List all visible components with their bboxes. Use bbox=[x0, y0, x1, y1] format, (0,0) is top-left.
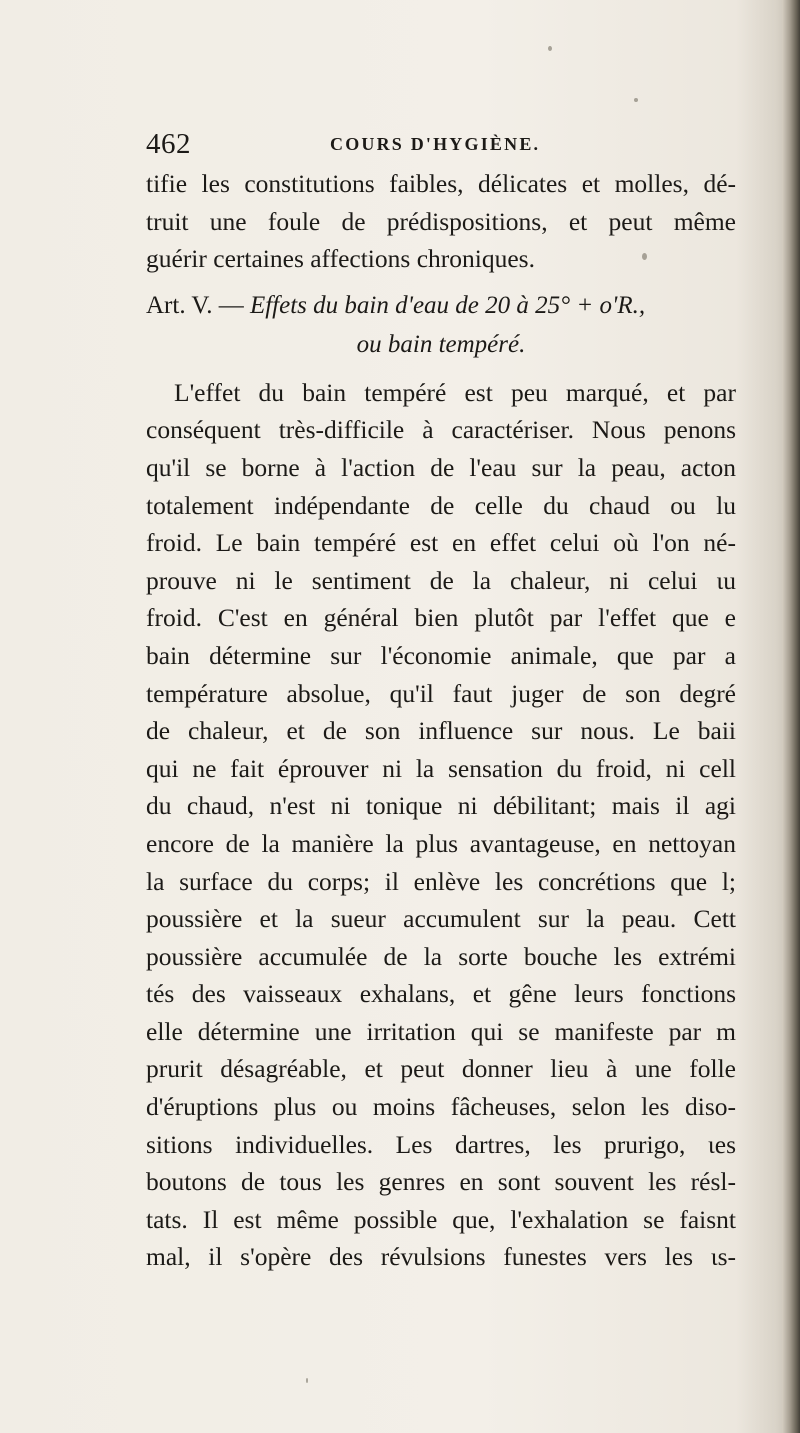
text-line: poussière accumulée de la sorte bouche les extrémi bbox=[146, 941, 736, 971]
article-title: Effets du bain d'eau de 20 à 25° + o'R., bbox=[249, 291, 646, 319]
text-line: poussière et la sueur accumulent sur la peau. Cett bbox=[146, 904, 736, 934]
paper-speck bbox=[634, 98, 638, 102]
text-line: du chaud, n'est ni tonique ni débilitant; mais il agi bbox=[146, 791, 736, 821]
text-line: truit une foule de prédispositions, et peut même bbox=[146, 206, 736, 236]
text-line: température absolue, qu'il faut juger de son degré bbox=[146, 678, 736, 708]
text-line: prurit désagréable, et peut donner lieu à une folle bbox=[146, 1054, 736, 1084]
text-line: tés des vaisseaux exhalans, et gêne leurs fonctions bbox=[146, 979, 736, 1009]
text-line: elle détermine une irritation qui se manifeste par m bbox=[146, 1016, 736, 1046]
paper-speck bbox=[642, 253, 647, 260]
text-line: guérir certaines affections chroniques. bbox=[146, 244, 535, 274]
text-line: boutons de tous les genres en sont souvent les résl- bbox=[146, 1167, 736, 1197]
text-line: tats. Il est même possible que, l'exhalation se faisnt bbox=[146, 1204, 736, 1234]
text-line: encore de la manière la plus avantageuse, en nettoyan bbox=[146, 828, 736, 858]
text-line: bain détermine sur l'économie animale, que par a bbox=[146, 640, 736, 670]
text-line: totalement indépendante de celle du chaud ou lu bbox=[146, 490, 736, 520]
article-heading bbox=[146, 286, 736, 326]
paper-speck bbox=[548, 46, 552, 51]
text-line: froid. C'est en général bien plutôt par l'effet que e bbox=[146, 603, 736, 633]
text-line: conséquent très-difficile à caractériser. Nous penons bbox=[146, 415, 736, 445]
text-line: prouve ni le sentiment de la chaleur, ni celui ιu bbox=[146, 565, 736, 595]
text-line: sitions individuelles. Les dartres, les prurigo, ιes bbox=[146, 1129, 736, 1159]
text-line: froid. Le bain tempéré est en effet celui où l'on né- bbox=[146, 528, 736, 558]
body-text bbox=[146, 165, 736, 1276]
paragraph-2 bbox=[146, 374, 736, 1276]
paper-speck bbox=[306, 1378, 308, 1383]
article-subtitle: ou bain tempéré. bbox=[356, 330, 526, 358]
text-line: qui ne fait éprouver ni la sensation du froid, ni cell bbox=[146, 753, 736, 783]
text-line: d'éruptions plus ou moins fâcheuses, selon les diso- bbox=[146, 1092, 736, 1122]
page-header bbox=[146, 128, 726, 168]
text-line: L'effet du bain tempéré est peu marqué, et par bbox=[174, 377, 736, 407]
text-line: de chaleur, et de son influence sur nous. Le baii bbox=[146, 716, 736, 746]
text-line: qu'il se borne à l'action de l'eau sur la peau, acton bbox=[146, 452, 736, 482]
paragraph-1 bbox=[146, 165, 736, 278]
running-head: COURS D'HYGIÈNE. bbox=[330, 134, 541, 154]
text-line: mal, il s'opère des révulsions funestes vers les ιs- bbox=[146, 1242, 736, 1272]
text-line: tifie les constitutions faibles, délicates et molles, dé- bbox=[146, 169, 736, 198]
article-label: Art. V. — bbox=[146, 291, 250, 319]
page-binding-edge bbox=[782, 0, 800, 1433]
text-line: la surface du corps; il enlève les concrétions que l; bbox=[146, 866, 736, 896]
page-number: 462 bbox=[146, 128, 191, 160]
